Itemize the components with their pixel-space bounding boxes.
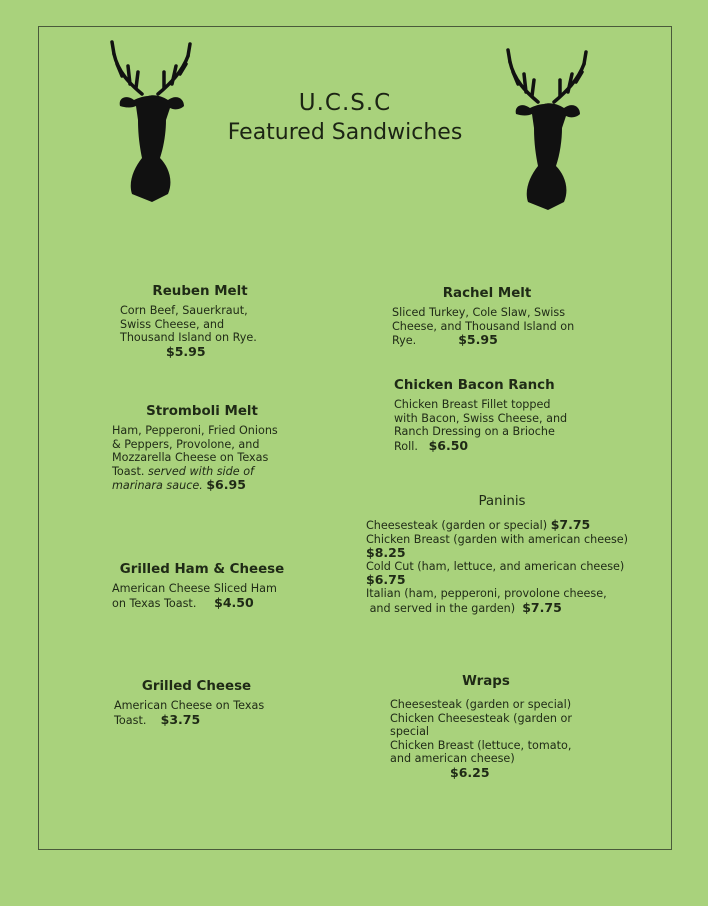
wrap-item: and american cheese) [390, 752, 515, 766]
item-price: $6.25 [450, 764, 490, 780]
item-text: Toast. [112, 464, 145, 478]
item-description-line: & Peppers, Provolone, and [112, 437, 260, 451]
wrap-item: Chicken Cheesesteak (garden or [390, 711, 572, 725]
item-price: $5.95 [166, 343, 206, 359]
item-price: $7.75 [550, 517, 591, 532]
menu-item-reuben-melt [120, 284, 280, 358]
item-description-line: Corn Beef, Sauerkraut, [120, 304, 248, 317]
item-name: Reuben Melt [152, 284, 248, 299]
panini-item: Chicken Breast (garden with american cheese) [366, 532, 629, 546]
section-name: Wraps [462, 674, 510, 689]
item-description-line: American Cheese on Texas [114, 699, 265, 712]
item-name: Stromboli Melt [146, 404, 258, 419]
panini-item [366, 601, 638, 616]
item-text: Rye. [392, 334, 417, 348]
menu-item-stromboli-melt [112, 404, 292, 493]
item-price: $6.75 [366, 572, 406, 588]
item-description-line [394, 439, 574, 454]
item-description-line [112, 478, 292, 493]
item-description-line: Ranch Dressing on a Brioche [394, 425, 555, 439]
panini-item [366, 518, 638, 533]
item-description-line [112, 596, 292, 611]
panini-item: Italian (ham, pepperoni, provolone cheese, [366, 586, 607, 600]
item-note: marinara sauce. [112, 479, 203, 493]
deer-head-icon [108, 36, 194, 204]
item-description-line: Mozzarella Cheese on Texas [112, 451, 269, 465]
section-name: Paninis [478, 494, 526, 509]
menu-section-wraps [390, 674, 582, 780]
page-title [200, 88, 490, 148]
menu-item-grilled-ham-cheese [112, 562, 292, 610]
item-price: $5.95 [458, 332, 498, 348]
item-description-line: Swiss Cheese, and [120, 317, 225, 331]
item-price: $8.25 [366, 545, 406, 561]
wrap-item: special [390, 725, 430, 739]
item-description-line [114, 713, 279, 728]
item-note: served with side of [147, 464, 254, 478]
item-description-line [392, 333, 582, 348]
menu-item-rachel-melt [392, 286, 582, 348]
menu-item-chicken-bacon-ranch [394, 378, 574, 453]
menu-item-grilled-cheese [114, 679, 279, 727]
item-text: Toast. [114, 713, 147, 727]
item-description-line: Ham, Pepperoni, Fried Onions [112, 424, 278, 437]
item-description-line: Sliced Turkey, Cole Slaw, Swiss [392, 306, 566, 319]
item-price: $7.75 [522, 599, 562, 615]
item-price: $4.50 [214, 594, 254, 610]
item-description-line: Chicken Breast Fillet topped [394, 398, 551, 411]
item-text: on Texas Toast. [112, 596, 197, 610]
title-line-1: U.C.S.C [298, 90, 392, 116]
wrap-item: Chicken Breast (lettuce, tomato, [390, 738, 572, 752]
wrap-item: Cheesesteak (garden or special) [390, 698, 572, 711]
item-description-line: American Cheese Sliced Ham [112, 582, 277, 595]
item-price: $6.50 [428, 437, 469, 453]
item-description-line: Thousand Island on Rye. [120, 331, 257, 345]
item-name: Chicken Bacon Ranch [394, 378, 555, 393]
menu-section-paninis [366, 494, 638, 615]
item-description-line: Cheese, and Thousand Island on [392, 319, 575, 333]
item-name: Grilled Ham & Cheese [119, 562, 285, 577]
title-line-2: Featured Sandwiches [227, 120, 463, 145]
item-description-line [112, 465, 292, 479]
item-price: $6.95 [206, 477, 246, 493]
item-name: Rachel Melt [442, 286, 532, 301]
item-text: and served in the garden) [369, 601, 516, 615]
panini-item: Cold Cut (ham, lettuce, and american cheese) [366, 559, 625, 573]
item-text: Cheesesteak (garden or special) [366, 519, 548, 532]
item-price: $3.75 [160, 711, 201, 727]
item-name: Grilled Cheese [141, 679, 252, 694]
deer-head-icon [504, 44, 590, 212]
item-description-line: with Bacon, Swiss Cheese, and [394, 411, 568, 425]
item-text: Roll. [394, 439, 418, 453]
